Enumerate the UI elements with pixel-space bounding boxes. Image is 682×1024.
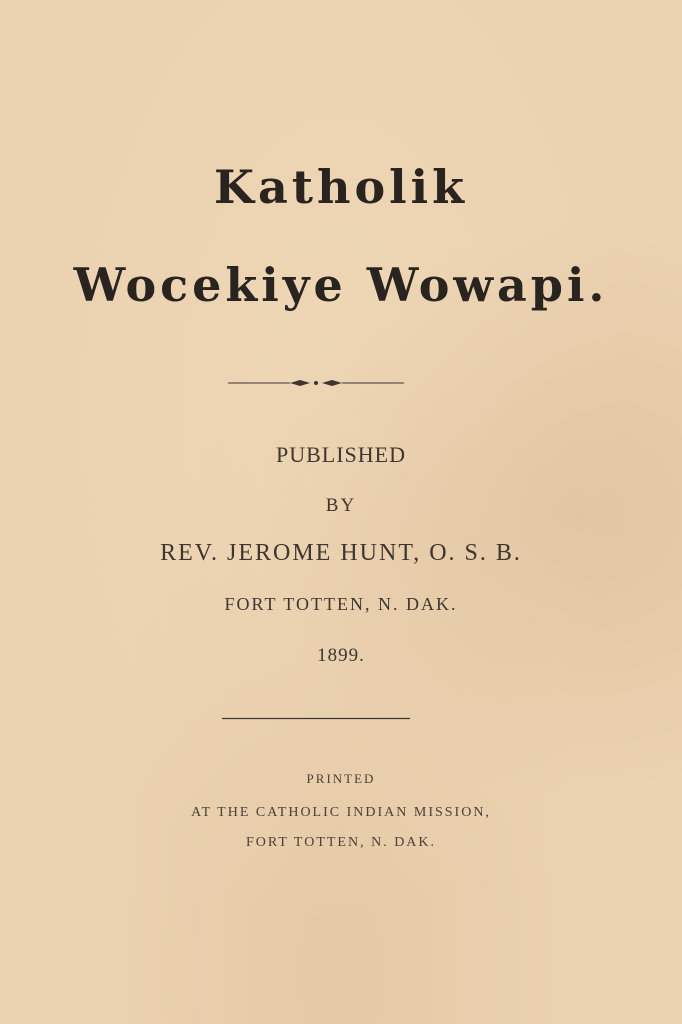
printer-name: AT THE CATHOLIC INDIAN MISSION, — [191, 805, 491, 820]
printed-label: PRINTED — [306, 771, 376, 786]
ornament-divider — [228, 376, 404, 390]
horizontal-rule — [222, 717, 410, 720]
publication-year: 1899. — [317, 645, 365, 666]
title-line-1: Katholik — [214, 160, 468, 214]
publication-place: FORT TOTTEN, N. DAK. — [224, 594, 458, 614]
by-label: BY — [325, 495, 357, 516]
published-label: PUBLISHED — [275, 442, 406, 467]
author-name: REV. JEROME HUNT, O. S. B. — [160, 540, 522, 566]
title-line-2: Wocekiye Wowapi. — [73, 258, 609, 312]
printer-place: FORT TOTTEN, N. DAK. — [245, 835, 437, 850]
